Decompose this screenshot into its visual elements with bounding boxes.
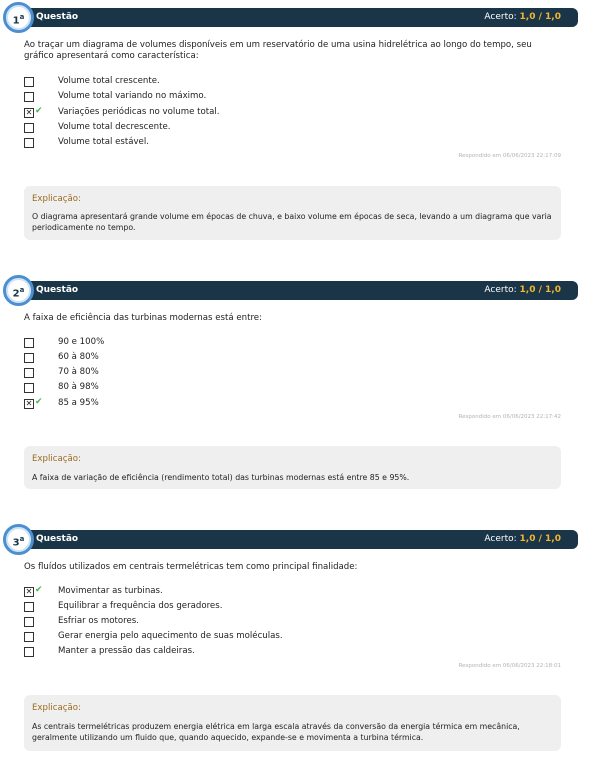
question-header bbox=[10, 530, 578, 549]
alternative-label: Variações periódicas no volume total. bbox=[58, 107, 220, 117]
alternative-label: 70 à 80% bbox=[58, 367, 99, 377]
checkbox[interactable] bbox=[24, 602, 34, 612]
alternative-label: Volume total estável. bbox=[58, 137, 149, 147]
explanation-title: Explicação: bbox=[32, 194, 81, 204]
explanation-text: A faixa de variação de eficiência (rendimento total) das turbinas modernas está entre 85 e 95%. bbox=[32, 473, 410, 482]
alternative-label: Movimentar as turbinas. bbox=[58, 586, 163, 596]
explanation-title: Explicação: bbox=[32, 454, 81, 464]
check-icon: ✔ bbox=[35, 397, 43, 407]
alternative-label: Gerar energia pelo aquecimento de suas moléculas. bbox=[58, 631, 283, 641]
checkbox[interactable] bbox=[24, 632, 34, 642]
question-number-badge: 2$^a$ bbox=[3, 275, 34, 306]
checkbox[interactable] bbox=[24, 338, 34, 348]
question-score bbox=[484, 281, 561, 300]
explanation-text: As centrais termelétricas produzem energia elétrica em larga escala através da conversão da energia térmica em mecânica, geralmente utilizando um fluido que, quando aquecido, expande-se e movimenta a turbina térmica. bbox=[32, 722, 520, 742]
question-score bbox=[484, 8, 561, 27]
score-label: Acerto: bbox=[484, 12, 517, 22]
alternative-label: Volume total crescente. bbox=[58, 76, 160, 86]
score-value: 1,0 / 1,0 bbox=[519, 12, 561, 22]
question-header bbox=[10, 8, 578, 27]
alternative-label: 85 a 95% bbox=[58, 398, 99, 408]
alternative-label: Equilibrar a frequência dos geradores. bbox=[58, 601, 223, 611]
answered-timestamp: Respondido em 06/06/2023 22:17:42 bbox=[458, 414, 561, 420]
checkbox[interactable] bbox=[24, 77, 34, 87]
question-text: Os fluídos utilizados em centrais termelétricas tem como principal finalidade: bbox=[24, 562, 358, 572]
explanation-title: Explicação: bbox=[32, 703, 81, 713]
checkbox[interactable] bbox=[24, 123, 34, 133]
checkbox[interactable] bbox=[24, 647, 34, 657]
explanation-box bbox=[24, 186, 561, 240]
explanation-text: O diagrama apresentará grande volume em épocas de chuva, e baixo volume em épocas de seca, levando a um diagrama que varia periodicamente no tempo. bbox=[32, 212, 552, 232]
alternative-label: Manter a pressão das caldeiras. bbox=[58, 646, 195, 656]
alternative-label: Volume total variando no máximo. bbox=[58, 91, 207, 101]
alternative-label: 60 à 80% bbox=[58, 352, 99, 362]
alternative-label: Esfriar os motores. bbox=[58, 616, 139, 626]
question-title: Questão bbox=[36, 12, 79, 22]
answered-timestamp: Respondido em 06/06/2023 22:18:01 bbox=[458, 663, 561, 669]
question-number-badge: 1$^a$ bbox=[3, 2, 34, 33]
question-title: Questão bbox=[36, 534, 79, 544]
x-box-icon[interactable]: ✕ bbox=[25, 108, 33, 117]
checkbox[interactable] bbox=[24, 92, 34, 102]
alternative-label: 80 à 98% bbox=[58, 382, 99, 392]
question-score bbox=[484, 530, 561, 549]
question-text: A faixa de eficiência das turbinas modernas está entre: bbox=[24, 313, 262, 323]
score-label: Acerto: bbox=[484, 534, 517, 544]
checkbox[interactable] bbox=[24, 353, 34, 363]
checkbox[interactable] bbox=[24, 383, 34, 393]
score-value: 1,0 / 1,0 bbox=[519, 285, 561, 295]
question-number-badge: 3$^a$ bbox=[3, 524, 34, 555]
score-value: 1,0 / 1,0 bbox=[519, 534, 561, 544]
question-title: Questão bbox=[36, 285, 79, 295]
explanation-box bbox=[24, 446, 561, 489]
explanation-box bbox=[24, 695, 561, 751]
question-header bbox=[10, 281, 578, 300]
x-box-icon[interactable]: ✕ bbox=[25, 399, 33, 408]
check-icon: ✔ bbox=[35, 106, 43, 116]
score-label: Acerto: bbox=[484, 285, 517, 295]
checkbox[interactable] bbox=[24, 617, 34, 627]
alternative-label: Volume total decrescente. bbox=[58, 122, 171, 132]
checkbox[interactable] bbox=[24, 138, 34, 148]
question-text: Ao traçar um diagrama de volumes disponíveis em um reservatório de uma usina hidrelétrica ao longo do tempo, seu gráfico apresentará como característica: bbox=[24, 40, 532, 61]
alternative-label: 90 e 100% bbox=[58, 337, 105, 347]
answered-timestamp: Respondido em 06/06/2023 22:17:09 bbox=[458, 153, 561, 159]
check-icon: ✔ bbox=[35, 585, 43, 595]
checkbox[interactable] bbox=[24, 368, 34, 378]
x-box-icon[interactable]: ✕ bbox=[25, 587, 33, 596]
